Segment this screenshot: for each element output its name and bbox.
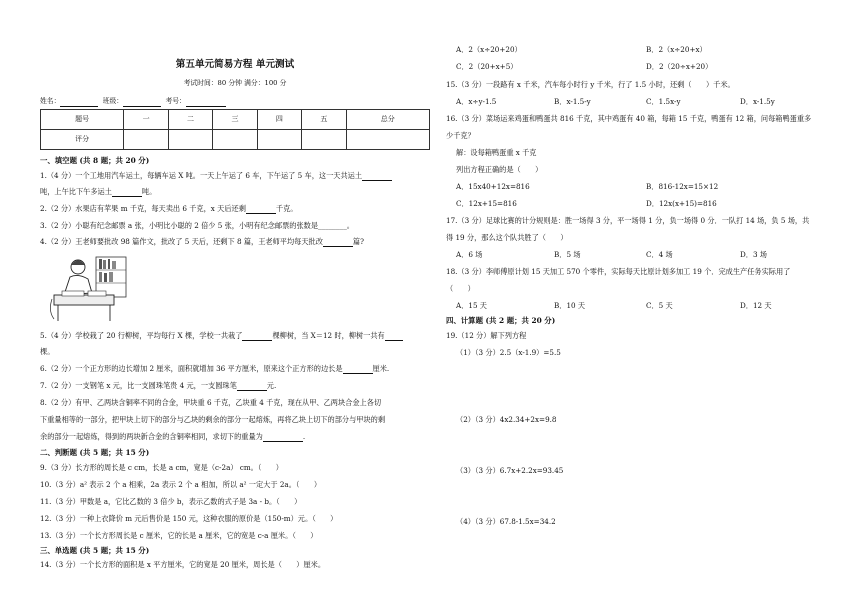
score-table [40, 109, 430, 150]
q14-option-a[interactable]: A．2（x÷20+20） [456, 45, 522, 54]
q14-option-d[interactable]: D．2（20÷x+20） [646, 62, 713, 71]
q16-option-c[interactable]: C．12x+15=816 [456, 199, 517, 208]
q6-text-a: 6.（2 分）一个正方形的边长增加 2 厘米，面积就增加 36 平方厘米，原来这个正方形的边长是 [40, 364, 343, 373]
q15-option-c[interactable]: C．1.5x-y [646, 97, 681, 106]
question-11: 11.（3 分）甲数是 a，它比乙数的 3 倍少 b，表示乙数的式子是 3a - b。（ ） [40, 497, 302, 506]
q5-blank-1[interactable] [242, 332, 272, 341]
name-label: 姓名： [40, 97, 61, 105]
page-title: 第五单元简易方程 单元测试 [175, 59, 295, 70]
q1-text-a: 1.（4 分）一个工地用汽车运土，每辆车运 X 吨。一天上午运了 6 车，下午运了 5 车，这一天共运土 [40, 171, 363, 180]
q7-blank[interactable] [237, 382, 267, 391]
score-cell[interactable] [124, 130, 168, 150]
question-8-line3 [40, 431, 430, 442]
q14-option-c[interactable]: C．2（20+x+5） [456, 62, 518, 71]
question-9: 9.（3 分）长方形的周长是 c cm，长是 a cm，宽是（c-2a） cm。（ ） [40, 463, 283, 472]
question-14: 14.（3 分）一个长方形的面积是 x 平方厘米，它的宽是 20 厘米，周长是（ ）厘米。 [40, 560, 326, 569]
score-header-cell: 三 [213, 110, 257, 130]
class-field[interactable] [123, 98, 161, 107]
q2-blank[interactable] [246, 205, 276, 214]
question-3: 3.（2 分）小聪有纪念邮票 a 张，小明比小聪的 2 倍少 5 张，小明有纪念邮票的张数是________。 [40, 221, 354, 230]
q2-text-a: 2.（2 分）水果店有苹果 m 千克，每天卖出 6 千克，x 天后还剩 [40, 204, 246, 213]
q15-option-b[interactable]: B．x-1.5-y [554, 97, 591, 106]
q15-option-a[interactable]: A．x÷y-1.5 [456, 97, 497, 106]
question-16: 16.（3 分）菜场运来鸡蛋和鸭蛋共 816 千克，其中鸡蛋有 40 箱，每箱 15 千克，鸭蛋有 12 箱，问每箱鸭蛋重多 [446, 114, 812, 123]
q1-text-c: 吨。 [141, 187, 157, 196]
question-8-line2: 下重量相等的一部分，把甲块上切下的部分与乙块的剩余的部分一起熔炼，再将乙块上切下的部分与甲块的剩 [40, 415, 386, 424]
q8-blank[interactable] [263, 432, 306, 442]
score-header-cell: 一 [124, 110, 168, 130]
q15-option-d[interactable]: D．x-1.5y [740, 97, 775, 106]
exam-no-label: 考号： [165, 97, 186, 105]
score-header-cell: 二 [168, 110, 212, 130]
question-7 [40, 380, 430, 391]
section-heading-calculation: 四、计算题 (共 2 题；共 20 分) [446, 316, 556, 325]
score-cell[interactable] [213, 130, 257, 150]
question-17-line2: 得 19 分，那么这个队共胜了（ ） [446, 233, 568, 242]
question-19: 19.（12 分）解下列方程 [446, 331, 527, 340]
question-1 [40, 170, 430, 181]
q18-option-d[interactable]: D．12 天 [740, 301, 772, 310]
question-19-part-4: （4）（3 分）67.8-1.5x=34.2 [456, 517, 556, 526]
student-info-line [40, 96, 226, 107]
question-16-solution: 解：设每箱鸭蛋重 x 千克 [456, 148, 537, 157]
exam-no-field[interactable] [186, 98, 226, 107]
score-header-cell: 五 [302, 110, 346, 130]
q14-option-b[interactable]: B．2（x÷20+x） [646, 45, 707, 54]
q1-blank-1[interactable] [362, 172, 392, 181]
question-18: 18.（3 分）李师傅原计划 15 天加工 570 个零件，实际每天比原计划多加工 19 个．完成生产任务实际用了 [446, 267, 791, 276]
q5-blank-2[interactable] [385, 332, 403, 341]
question-12: 12.（3 分）一种上衣降价 m 元后售价是 150 元，这种衣服的原价是（150-m）元。（ ） [40, 514, 338, 523]
q16-option-d[interactable]: D．12x(x+15)=816 [646, 199, 717, 208]
score-table-header-row [41, 110, 430, 130]
q17-option-a[interactable]: A．6 场 [456, 250, 483, 259]
q7-text-a: 7.（2 分）一支钢笔 x 元，比一支圆珠笔贵 4 元，一支圆珠笔 [40, 381, 237, 390]
score-header-cell: 总分 [346, 110, 429, 130]
q18-option-c[interactable]: C．5 天 [646, 301, 673, 310]
score-cell[interactable] [346, 130, 429, 150]
question-15: 15.（3 分）一段路有 x 千米，汽车每小时行 y 千米，行了 1.5 小时，还剩（ ）千米。 [446, 80, 735, 89]
q1-blank-2[interactable] [112, 188, 142, 197]
question-5-cont: 棵。 [40, 347, 55, 356]
section-heading-true-false: 二、判断题 (共 5 题；共 15 分) [40, 448, 150, 457]
section-heading-fill-blank: 一、填空题 (共 8 题；共 20 分) [40, 156, 150, 165]
q5-text-b: 棵柳树，当 X＝12 时，柳树一共有 [272, 331, 385, 340]
name-field[interactable] [60, 98, 98, 107]
score-table-row [41, 130, 430, 150]
q16-option-a[interactable]: A．15x40+12x=816 [456, 182, 530, 191]
q6-blank[interactable] [343, 365, 373, 374]
q17-option-c[interactable]: C．4 场 [646, 250, 673, 259]
score-row-label: 评分 [41, 130, 124, 150]
q18-option-a[interactable]: A．15 天 [456, 301, 487, 310]
question-16-line2: 少千克？ [446, 131, 475, 140]
q6-text-b: 厘米. [372, 364, 390, 373]
question-18-line2: （ ） [446, 284, 475, 293]
teacher-grading-illustration [48, 253, 130, 323]
q8-text-c: 余的部分一起熔炼，得到的两块新合金的含铜率相同，求切下的重量为 [40, 432, 263, 441]
section-heading-single-choice: 三、单选题 (共 5 题；共 15 分) [40, 546, 150, 555]
q2-text-b: 千克。 [275, 204, 298, 213]
score-cell[interactable] [168, 130, 212, 150]
exam-info: 考试时间：80 分钟 满分：100 分 [183, 79, 287, 87]
score-cell[interactable] [302, 130, 346, 150]
score-header-cell: 题号 [41, 110, 124, 130]
question-17: 17.（3 分）足球比赛的计分规则是：胜一场得 3 分，平一场得 1 分，负一场得 0 分．一队打 14 场，负 5 场，共 [446, 216, 810, 225]
question-6 [40, 363, 430, 374]
question-8: 8.（2 分）有甲、乙两块含铜率不同的合金，甲块重 6 千克，乙块重 4 千克，现在从甲、乙两块合金上各切 [40, 398, 382, 407]
question-1-cont [40, 186, 430, 197]
q18-option-b[interactable]: B．10 天 [554, 301, 586, 310]
question-4 [40, 236, 430, 247]
q4-text-b: 篇? [352, 237, 364, 246]
question-10: 10.（3 分）a² 表示 2 个 a 相乘，2a 表示 2 个 a 相加，所以 a² 一定大于 2a。（ ） [40, 480, 322, 489]
score-header-cell: 四 [257, 110, 301, 130]
q17-option-d[interactable]: D．3 场 [740, 250, 767, 259]
question-16-prompt: 列出方程正确的是（ ） [456, 165, 543, 174]
q7-text-b: 元. [266, 381, 277, 390]
question-19-part-3: （3）（3 分）6.7x+2.2x=93.45 [456, 466, 564, 475]
q8-text-d: . [302, 432, 306, 441]
q4-text-a: 4.（2 分）王老师要批改 98 篇作文，批改了 5 天后，还剩下 8 篇，王老师平均每天批改 [40, 237, 323, 246]
q16-option-b[interactable]: B．816-12x=15×12 [646, 182, 719, 191]
q5-text-a: 5.（4 分）学校栽了 20 行柳树，平均每行 X 棵，学校一共栽了 [40, 331, 243, 340]
score-cell[interactable] [257, 130, 301, 150]
class-label: 班级： [102, 97, 124, 105]
question-2 [40, 203, 430, 214]
q4-blank[interactable] [323, 238, 353, 247]
q1-text-b: 吨，上午比下午多运土 [40, 187, 112, 196]
question-13: 13.（3 分）一个长方形周长是 c 厘米，它的长是 a 厘米，它的宽是 c-a 厘米。（ ） [40, 531, 318, 540]
question-19-part-1: （1）（3 分）2.5（x-1.9）=5.5 [456, 348, 561, 357]
question-19-part-2: （2）（3 分）4x2.34+2x=9.8 [456, 415, 557, 424]
question-5 [40, 330, 430, 341]
q17-option-b[interactable]: B．5 场 [554, 250, 581, 259]
